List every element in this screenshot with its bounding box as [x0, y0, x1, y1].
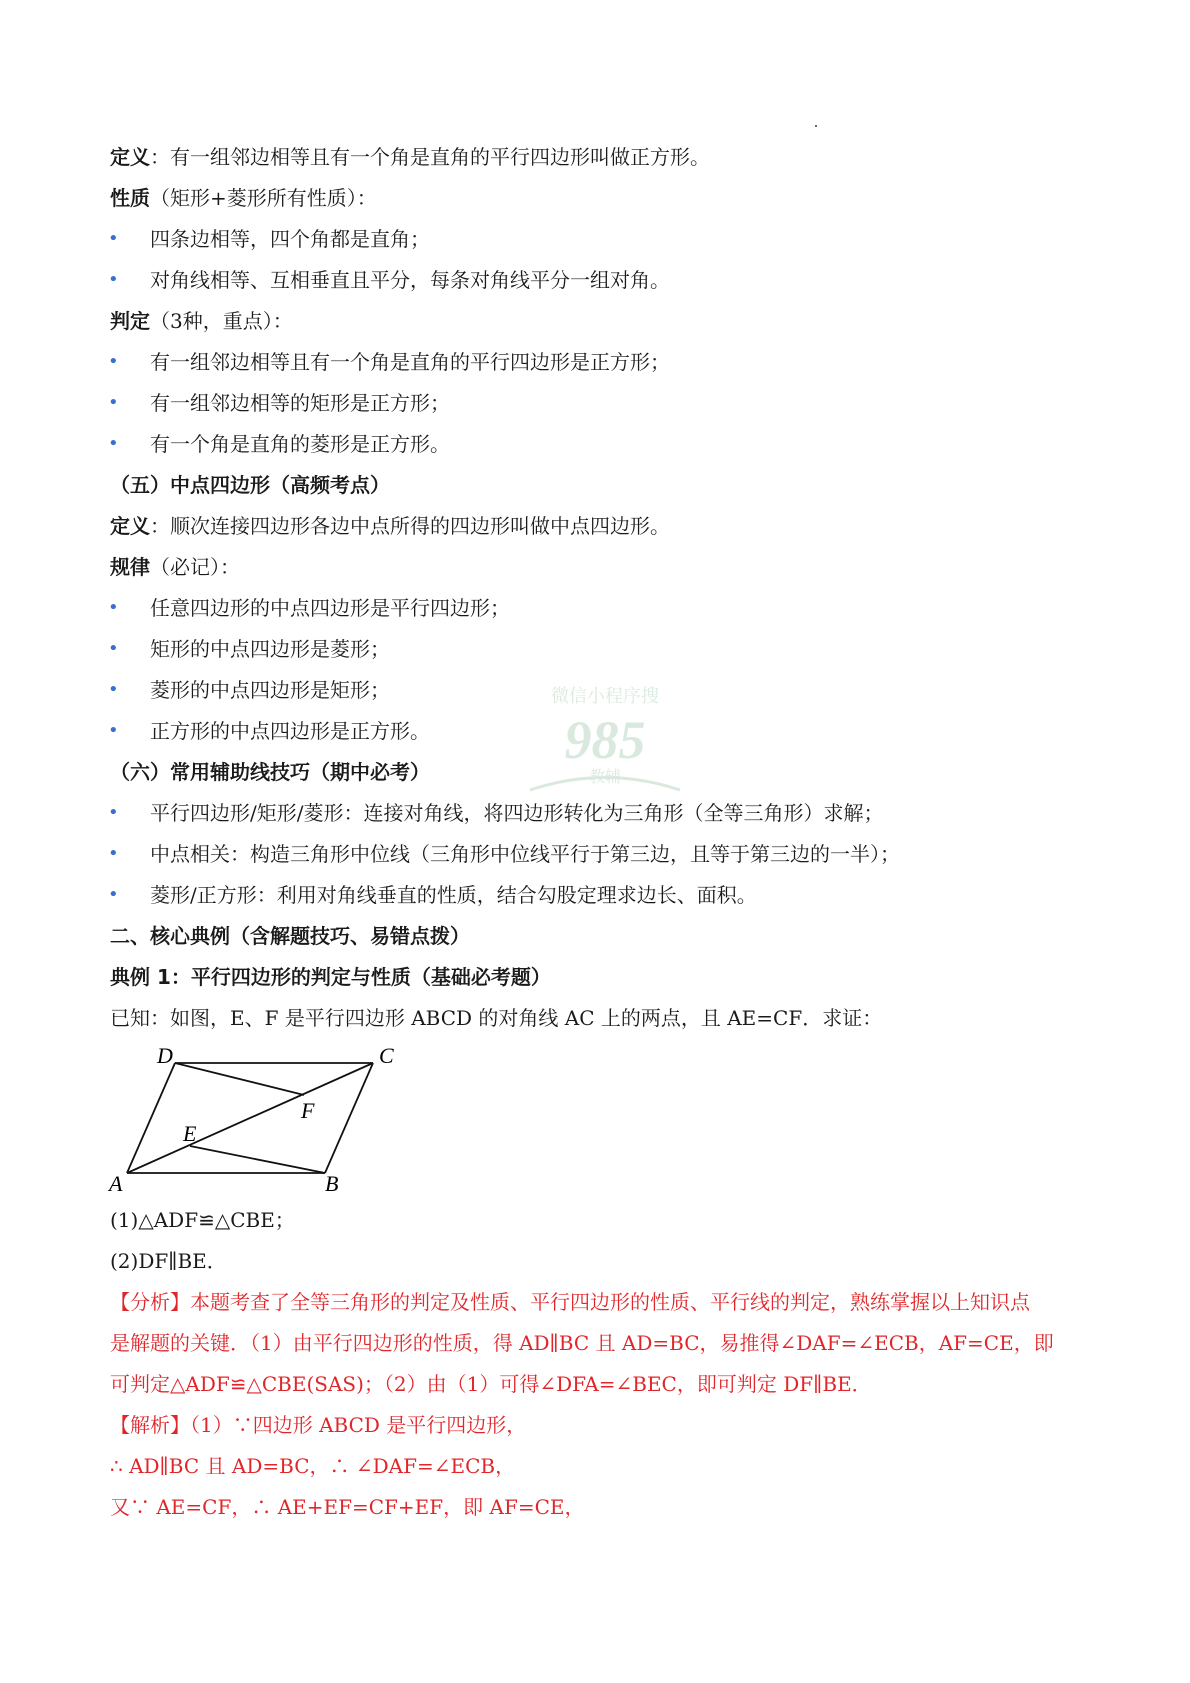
label-B: B — [325, 1171, 339, 1195]
property-line — [110, 184, 377, 212]
watermark-text-3: 教辅 — [588, 769, 622, 786]
rule-note: （必记）： — [150, 555, 240, 579]
bullet-marker: • — [108, 884, 119, 905]
aux-item: 平行四边形/矩形/菱形：连接对角线，将四边形转化为三角形（全等三角形）求解； — [150, 801, 884, 825]
analysis-line-1 — [110, 1288, 1030, 1316]
question-1: (1)△ADF≌△CBE； — [110, 1208, 295, 1232]
label-D: D — [157, 1045, 173, 1068]
definition2-line — [110, 512, 670, 540]
section6-heading: （六）常用辅助线技巧（期中必考） — [110, 760, 430, 784]
judge-note: （3种，重点）： — [150, 309, 293, 333]
label-F: F — [301, 1098, 315, 1123]
label-C: C — [379, 1045, 394, 1068]
rule-line — [110, 553, 240, 581]
label-A: A — [109, 1171, 123, 1195]
question-2: (2)DF∥BE． — [110, 1249, 227, 1273]
bullet-marker: • — [108, 843, 119, 864]
analysis-line-2: 是解题的关键．（1）由平行四边形的性质，得 AD∥BC 且 AD=BC，易推得∠DAF=∠ECB，AF=CE，即 — [110, 1331, 1054, 1355]
definition-label: 定义 — [110, 145, 150, 169]
property-note: （矩形+菱形所有性质）： — [150, 186, 377, 210]
rule-item: 正方形的中点四边形是正方形。 — [150, 719, 430, 743]
property-item: 对角线相等、互相垂直且平分，每条对角线平分一组对角。 — [150, 268, 670, 292]
bullet-marker: • — [108, 638, 119, 659]
rule-item: 任意四边形的中点四边形是平行四边形； — [150, 596, 510, 620]
definition2-label: 定义 — [110, 514, 150, 538]
definition-text: ：有一组邻边相等且有一个角是直角的平行四边形叫做正方形。 — [150, 145, 710, 169]
solution-line-3: 又∵ AE=CF，∴ AE+EF=CF+EF，即 AF=CE， — [110, 1495, 585, 1519]
solution-line-2: ∴ AD∥BC 且 AD=BC，∴ ∠DAF=∠ECB， — [110, 1454, 516, 1478]
judge-label: 判定 — [110, 309, 150, 333]
bullet-marker: • — [108, 433, 119, 454]
definition2-text: ：顺次连接四边形各边中点所得的四边形叫做中点四边形。 — [150, 514, 670, 538]
section5-heading: （五）中点四边形（高频考点） — [110, 473, 390, 497]
bullet-marker: • — [108, 679, 119, 700]
stray-dot — [815, 125, 817, 127]
analysis-tag: 【分析】 — [110, 1290, 190, 1314]
label-E: E — [183, 1121, 197, 1146]
property-item: 四条边相等，四个角都是直角； — [150, 227, 430, 251]
analysis-line-3: 可判定△ADF≌△CBE(SAS)；（2）由（1）可得∠DFA=∠BEC，即可判定 DF∥BE． — [110, 1372, 872, 1396]
solution-line-1 — [110, 1411, 526, 1439]
definition-line — [110, 143, 710, 171]
bullet-marker: • — [108, 269, 119, 290]
judge-item: 有一组邻边相等且有一个角是直角的平行四边形是正方形； — [150, 350, 670, 374]
example1-heading: 典例 1：平行四边形的判定与性质（基础必考题） — [110, 965, 551, 989]
judge-item: 有一组邻边相等的矩形是正方形； — [150, 391, 450, 415]
bullet-marker: • — [108, 351, 119, 372]
watermark-text-2: 985 — [564, 710, 646, 770]
part2-heading: 二、核心典例（含解题技巧、易错点拨） — [110, 924, 470, 948]
rule-label: 规律 — [110, 555, 150, 579]
watermark-text-1: 微信小程序搜 — [551, 686, 659, 706]
analysis-text-1: 本题考查了全等三角形的判定及性质、平行四边形的性质、平行线的判定，熟练掌握以上知识点 — [190, 1290, 1030, 1314]
solution-text-1: （1）∵四边形 ABCD 是平行四边形， — [190, 1413, 527, 1437]
bullet-marker: • — [108, 228, 119, 249]
rule-item: 矩形的中点四边形是菱形； — [150, 637, 390, 661]
aux-item: 菱形/正方形：利用对角线垂直的性质，结合勾股定理求边长、面积。 — [150, 883, 757, 907]
problem-text: 已知：如图，E、F 是平行四边形 ABCD 的对角线 AC 上的两点，且 AE=CF．求证： — [110, 1006, 883, 1030]
solution-tag: 【解析】 — [110, 1413, 190, 1437]
bullet-marker: • — [108, 802, 119, 823]
judge-item: 有一个角是直角的菱形是正方形。 — [150, 432, 450, 456]
rule-item: 菱形的中点四边形是矩形； — [150, 678, 390, 702]
bullet-marker: • — [108, 392, 119, 413]
property-label: 性质 — [110, 186, 150, 210]
bullet-marker: • — [108, 597, 119, 618]
aux-item: 中点相关：构造三角形中位线（三角形中位线平行于第三边，且等于第三边的一半）； — [150, 842, 900, 866]
parallelogram-figure — [105, 1045, 395, 1195]
watermark-logo — [490, 680, 720, 810]
bullet-marker: • — [108, 720, 119, 741]
judge-line — [110, 307, 293, 335]
